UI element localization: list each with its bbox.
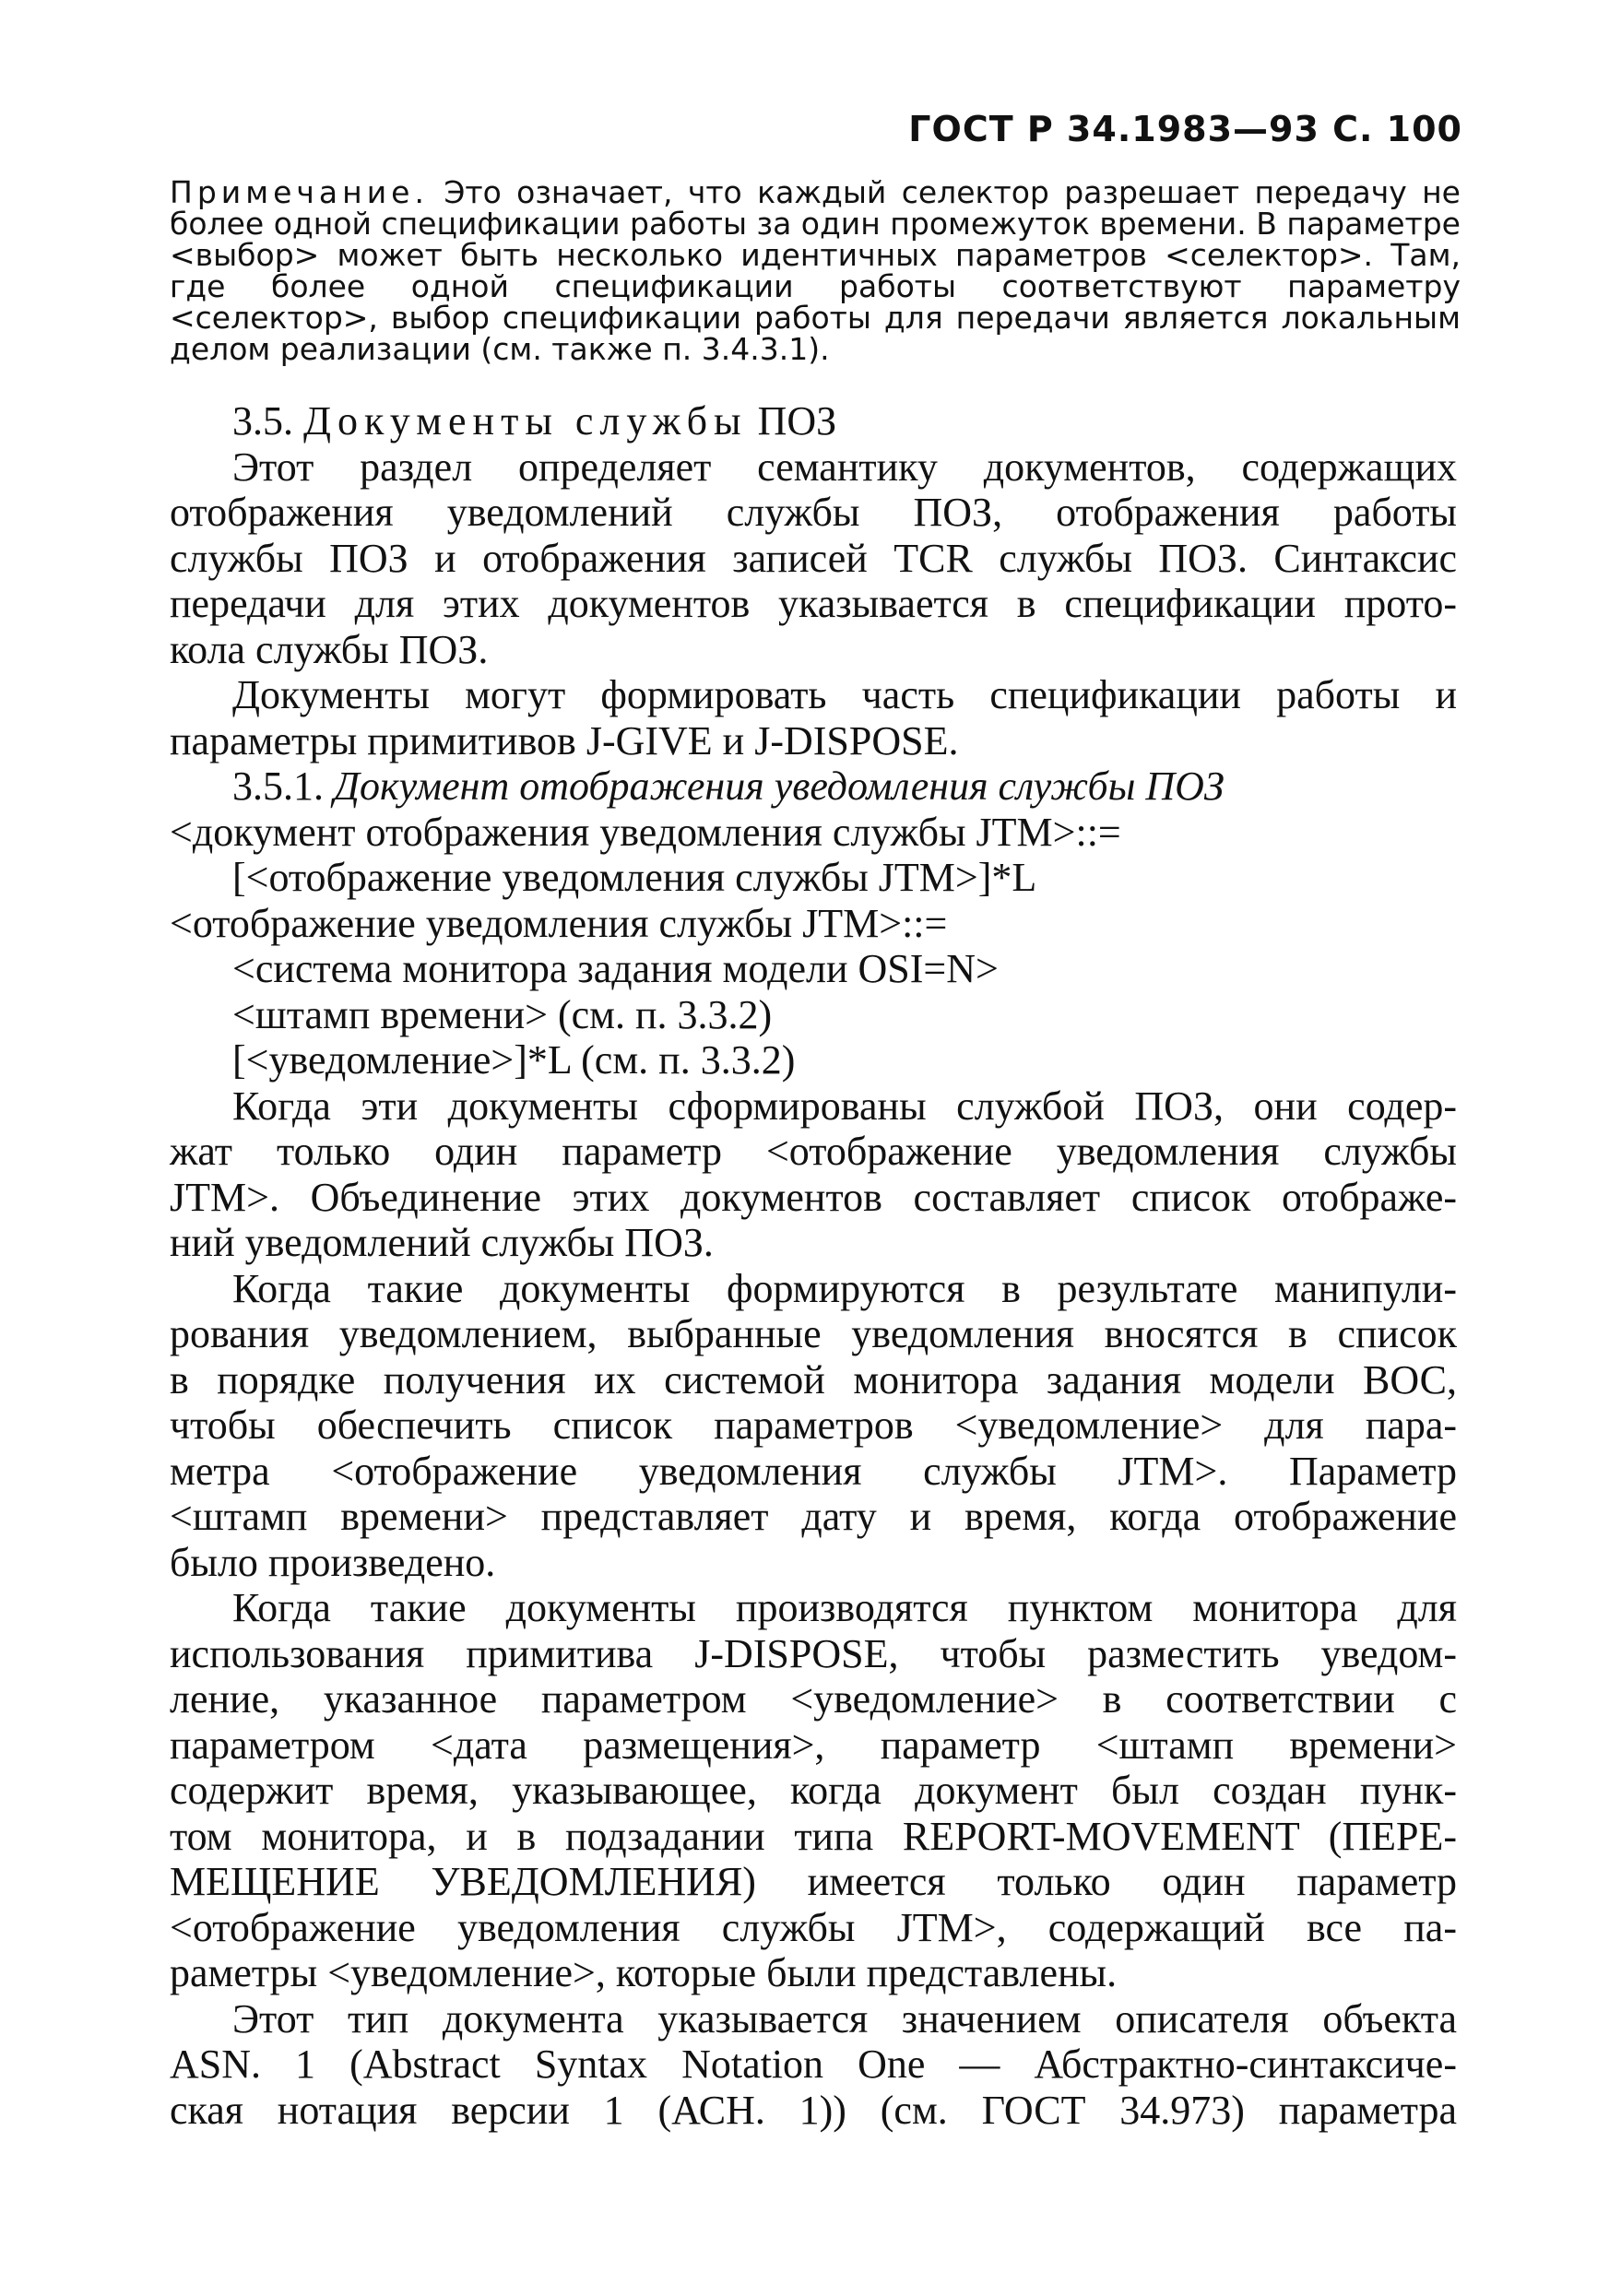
syntax-line: [<уведомление>]*L (см. п. 3.3.2) — [232, 1037, 796, 1083]
syntax-line: [<отображение уведомления службы JTM>]*L — [232, 855, 1037, 900]
text-line: параметром <дата размещения>, параметр <штамп времени> — [170, 1722, 1457, 1768]
text-line: было произведено. — [170, 1539, 496, 1585]
text-line: <штамп времени> представляет дату и время, когда отображение — [170, 1494, 1457, 1539]
text-line: параметры примитивов J-GIVE и J-DISPOSE. — [170, 717, 959, 763]
text-line: ASN. 1 (Abstract Syntax Notation One — Абстрактно-синтаксиче- — [170, 2042, 1457, 2087]
text-line: <отображение уведомления службы JTM>, содержащий все па- — [170, 1904, 1457, 1950]
note-paragraph — [170, 174, 1461, 367]
text-line: содержит время, указывающее, когда документ был создан пунк- — [170, 1768, 1457, 1813]
syntax-line: <отображение уведомления службы JTM>::= — [170, 900, 948, 946]
text-line: ление, указанное параметром <уведомление> в соответствии с — [170, 1676, 1457, 1722]
section-heading — [170, 398, 1457, 444]
text-line: отображения уведомлений службы ПОЗ, отображения работы — [170, 490, 1457, 535]
section-title: Документы службы — [303, 398, 748, 444]
syntax-line: <штамп времени> (см. п. 3.3.2) — [232, 991, 773, 1037]
text-line: кола службы ПОЗ. — [170, 626, 489, 672]
text-line: ская нотация версии 1 (АСН. 1)) (см. ГОСТ 34.973) параметра — [170, 2087, 1457, 2133]
syntax-line: <система монитора задания модели OSI=N> — [232, 946, 999, 991]
text-line: Когда такие документы формируются в результате манипули- — [232, 1265, 1457, 1311]
text-line: жат только один параметр <отображение уведомления службы — [170, 1129, 1457, 1174]
text-line: передачи для этих документов указывается в спецификации прото- — [170, 581, 1457, 626]
subsection-heading — [170, 763, 1457, 810]
subsection-number: 3.5.1. — [232, 763, 334, 809]
text-line: Когда эти документы сформированы службой ПОЗ, они содер- — [232, 1083, 1457, 1129]
text-line: рования уведомлением, выбранные уведомления вносятся в список — [170, 1311, 1457, 1356]
text-line: Этот раздел определяет семантику документов, содержащих — [232, 444, 1457, 490]
subsection-title: Документ отображения уведомления службы ПОЗ — [334, 763, 1225, 809]
section-title-suffix: ПОЗ — [747, 398, 837, 444]
text-line: МЕЩЕНИЕ УВЕДОМЛЕНИЯ) имеется только один параметр — [170, 1859, 1457, 1904]
text-line: в порядке получения их системой монитора задания модели ВОС, — [170, 1356, 1457, 1402]
text-line: службы ПОЗ и отображения записей TCR службы ПОЗ. Синтаксис — [170, 535, 1457, 581]
text-line: чтобы обеспечить список параметров <уведомление> для пара- — [170, 1402, 1457, 1448]
text-line: Документы могут формировать часть спецификации работы и — [232, 672, 1457, 717]
syntax-line: <документ отображения уведомления службы JTM>::= — [170, 809, 1121, 855]
page-header: ГОСТ Р 34.1983—93 С. 100 — [908, 109, 1462, 149]
text-line: ний уведомлений службы ПОЗ. — [170, 1220, 714, 1265]
text-line: использования примитива J-DISPOSE, чтобы разместить уведом- — [170, 1630, 1457, 1676]
text-line: Этот тип документа указывается значением описателя объекта — [232, 1995, 1457, 2042]
text-line: JTM>. Объединение этих документов составляет список отображе- — [170, 1174, 1457, 1220]
text-line: том монитора, и в подзадании типа REPORT-MOVEMENT (ПЕРЕ- — [170, 1813, 1457, 1859]
note-label: Примечание. — [170, 174, 429, 210]
body-text — [170, 398, 1457, 2133]
text-line: метра <отображение уведомления службы JTM>. Параметр — [170, 1448, 1457, 1494]
text-line: Когда такие документы производятся пунктом монитора для — [232, 1585, 1457, 1630]
section-number: 3.5. — [232, 398, 303, 444]
note-text: Это означает, что каждый селектор разрешает передачу не более одной спецификации работы за один промежуток времени. В параметре <выбор> может быть несколько идентичных параметров <селектор>. Там, где более одной спецификации работы соответствуют параметру <селектор>, выбор спецификации работы для передачи является локальным делом реализации (см. также п. 3.4.3.1). — [170, 174, 1461, 367]
text-line: раметры <уведомление>, которые были представлены. — [170, 1950, 1118, 1995]
